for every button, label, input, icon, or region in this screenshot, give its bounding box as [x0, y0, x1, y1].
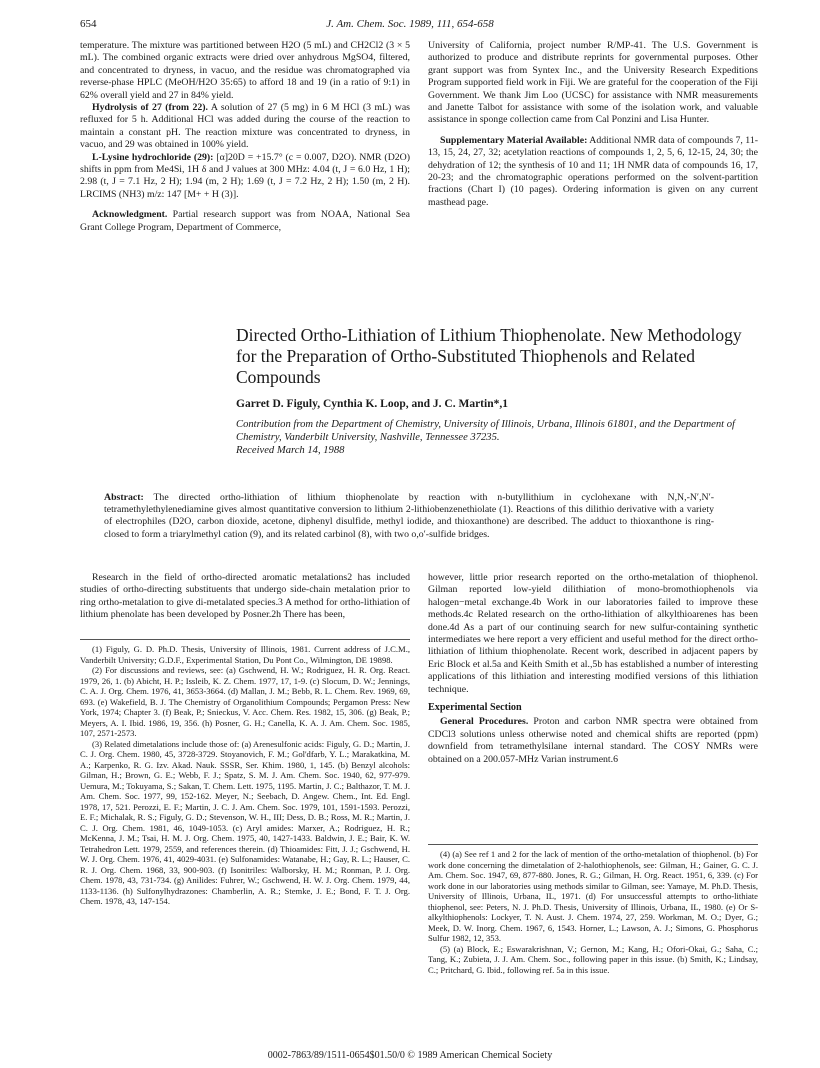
journal-header: J. Am. Chem. Soc. 1989, 111, 654-658 — [326, 18, 494, 30]
lysine-paragraph — [80, 152, 410, 202]
footnote-1: (1) Figuly, G. D. Ph.D. Thesis, University of Illinois, 1981. Current address of J.C.M., Vanderbilt University; G.D.F., Experimental Station, Du Pont Co., Wilmington, DE 19898. — [80, 644, 410, 665]
footnote-divider-left — [80, 639, 410, 640]
general-procedures-text: Proton and carbon NMR spectra were obtained from CDCl3 solutions unless otherwise noted and chemical shifts are reported (ppm) downfield from tetramethylsilane internal standard. The COSY NMRs were obtained on a 200.057-MHz Varian instrument.6 — [428, 716, 758, 765]
supp-heading: Supplementary Material Available: — [440, 134, 588, 146]
abstract-label: Abstract: — [104, 492, 144, 503]
page-footer: 0002-7863/89/1511-0654$01.50/0 © 1989 American Chemical Society — [267, 1050, 553, 1061]
affiliation-text: Contribution from the Department of Chemistry, University of Illinois, Urbana, Illinois 61801, and the Department of Chemistry, Vanderbilt University, Nashville, Tennessee 37235. — [236, 419, 735, 443]
abstract — [104, 492, 714, 541]
article-affiliation — [236, 418, 756, 457]
experimental-heading: Experimental Section — [428, 702, 522, 714]
footnotes-right — [428, 849, 758, 975]
ack-heading: Acknowledgment. — [92, 209, 168, 221]
footnote-2: (2) For discussions and reviews, see: (a) Gschwend, H. W.; Rodriguez, H. R. Org. React. 1979, 26, 1. (b) Abicht, H. P.; Issleib, K. Z. Chem. 1977, 17, 1-9. (c) Slocum, D. W.; Jennings, C. A. J. Org. Chem. 1976, 41, 3653-3664. (d) Mallan, J. M.; Bebb, R. L. Chem. Rev. 1969, 69, 693. (e) Wakefield, B. J. The Chemistry of Organolithium Compounds; Pergamon Press: New York, 1974; Chapter 3. (f) Beak, P.; Snieckus, V. Acc. Chem. Res. 1982, 15, 306. (g) Beak, P.; Meyers, A. I. Ibid. 1986, 19, 356. (h) Posner, G. H.; Canella, K. A. J. Am. Chem. Soc. 1985, 107, 2571-2573. — [80, 665, 410, 738]
acknowledgment-paragraph — [80, 209, 410, 234]
body-left-column — [80, 572, 410, 622]
prev-paragraph: temperature. The mixture was partitioned between H2O (5 mL) and CH2Cl2 (3 × 5 mL). The combined organic extracts were dried over anhydrous MgSO4, filtered, and concentrated to dryness, in vacuo, and the residue was chromatographed via reverse-phase HPLC (MeOH/H2O 35:65) to afford 18 and 19 (in a ratio of 9:1) in 62% overall yield and 27 in 84% yield. — [80, 40, 410, 101]
article-title: Directed Ortho-Lithiation of Lithium Thiophenolate. New Methodology for the Preparation of Ortho-Substituted Thiophenols and Related Compounds — [236, 325, 742, 387]
footnotes-left — [80, 644, 410, 907]
supp-text: Additional NMR data of compounds 7, 11-13, 15, 24, 27, 32; acetylation reactions of compounds 1, 2, 5, 6, 12-15, 24, 30; the dehydration of 12; the synthesis of 10 and 11; 1H NMR data of compounds 16, 17, 20-23; and the chromatographic operations performed on the solvent-partition fractions (Chart I) (10 pages). Ordering information is given on any current masthead page. — [428, 134, 758, 208]
page-number: 654 — [80, 18, 97, 30]
hydrolysis-paragraph — [80, 102, 410, 152]
article-authors: Garret D. Figuly, Cynthia K. Loop, and J. C. Martin*,1 — [236, 398, 508, 410]
general-procedures-paragraph — [428, 716, 758, 766]
abstract-text: The directed ortho-lithiation of lithium thiophenolate by reaction with n-butyllithium in cyclohexane with N,N,-N′,N′-tetramethylethylenediamine gives almost quantitative conversion to lithium 2-lithiobenzenethiolate (1). Reactions of this dilithio derivative with a variety of electrophiles (D2O, carbon dioxide, acetone, diphenyl disulfide, methyl iodide, and thioxanthone) are described. The adduct to thioxanthone is ring-closed to form a triarylmethyl cation (9), and its related carbinol (8), with two o,o′-sulfide bridges. — [104, 492, 714, 540]
footnote-3: (3) Related dimetalations include those of: (a) Arenesulfonic acids: Figuly, G. D.; Martin, J. C. J. Org. Chem. 1980, 45, 3728-3729. Stoyanovich, F. M.; Gol'dfarb, Y. L.; Marakatkina, M. A.; Karpenko, R. G. Izv. Akad. Nauk. SSSR, Ser. Khim. 1980, 1, 145. (b) Benzyl alcohols: Gilman, H.; Brown, G. E.; Webb, F. J.; Spatz, S. M. J. Am. Chem. Soc. 1940, 62, 977-979. Uemura, M.; Tokuyama, S.; Sakan, T. Chem. Lett. 1975, 1195. Martin, J. C.; Balthazor, T. M. J. Am. Chem. Soc. 1977, 99, 152-162. Meyer, N.; Seebach, D. Angew. Chem., Int. Ed. Engl. 1978, 17, 521. Perozzi, E. F.; Martin, J. C. J. Am. Chem. Soc. 1979, 101, 1591-1593. Perozzi, E. F.; Michalak, R. S.; Figuly, G. D.; Stevenson, W. H., III; Dess, D. B.; Ross, M. R.; Martin, J. C. J. Org. Chem. 1981, 46, 1049-1053. (c) Aryl amides: Marxer, A.; Rodriguez, H. R.; McKenna, J. M.; Tsai, H. M. J. Org. Chem. 1975, 40, 1427-1433. Baldwin, J. E.; Bair, K. W. Tetrahedron Lett. 1979, 2559, and references therein. (d) Thioamides: Fitt, J. J.; Gschwend, H. W. J. Org. Chem. 1976, 41, 4029-4031. (e) Sulfonamides: Watanabe, H.; Gay, R. L.; Hauser, C. R. J. Org. Chem. 1968, 33, 900-903. (f) Isonitriles: Walborsky, H. M.; Ronman, P. J. Org. Chem. 1978, 43, 731-734. (g) Anilides: Fuhrer, W.; Gschwend, H. W. J. Org. Chem. 1979, 44, 1133-1136. (h) Sulfonylhydrazones: Chamberlin, A. R.; Stemke, J. E.; Bond, F. T. J. Org. Chem. 1978, 43, 147-154. — [80, 738, 410, 906]
hydrolysis-text: A solution of 27 (5 mg) in 6 M HCl (3 mL) was refluxed for 5 h. Additional HCl was added during the course of the reaction to maintain a constant pH. The reaction mixture was concentrated to dryness, in vacuo, and 29 was obtained in 100% yield. — [80, 102, 410, 151]
lysine-text: [α]20D = +15.7° (c = 0.007, D2O). NMR (D2O) shifts in ppm from Me4Si, 1H δ and J values at 300 MHz: 4.04 (t, J = 6.0 Hz, 1 H); 2.98 (t, J = 7.1 Hz, 2 H); 1.94 (m, 2 H); 1.69 (t, J = 7.2 Hz, 2 H); 1.50 (m, 2 H). LRCIMS (NH3) m/z: 147 [M+ + H (3)]. — [80, 151, 411, 200]
intro-paragraph-right: however, little prior research reported on the ortho-metalation of thiophenol. Gilman reported low-yield dilithiation of mono-bromothiophenols via halogen−metal exchange.4b Work in our laboratories failed to improve these methods.4c Related research on the ortho-lithiation of alkylthioarenes has been done.4d As a part of our continuing search for new sulfur-containing synthetic intermediates we here report a very efficient and useful method for the direct ortho-lithiation of lithium thiophenolate. Recent work, described in adjacent papers by Eric Block et al.5a and Keith Smith et al.,5b has established a number of interesting applications of this lithiation and interesting modified versions of this lithiation technique. — [428, 572, 758, 695]
funding-paragraph: University of California, project number R/MP-41. The U.S. Government is authorized to produce and distribute reprints for governmental purposes. Other grant support was from Syntex Inc., and the University Research Expeditions Program supported field work in Fiji. We are grateful for the cooperation of the Fiji Government. We thank Jim Loo (UCSC) for assistance with NMR measurements and Janette Talbot for assistance with some of the isolation work, and valuable assistance in sponge collection came from Cal Ponzini and Lisa Hunter. — [428, 40, 758, 126]
ack-text: Partial research support was from NOAA, National Sea Grant College Program, Department of Commerce, — [80, 209, 410, 233]
footnote-divider-right — [428, 844, 758, 845]
supplementary-paragraph — [428, 135, 758, 209]
footnote-5: (5) (a) Block, E.; Eswarakrishnan, V.; Gernon, M.; Kang, H.; Ofori-Okai, G.; Saha, C.; Tang, K.; Zubieta, J. J. Am. Chem. Soc., following paper in this issue. (b) Smith, K.; Lindsay, C.; Pritchard, G. Ibid., following ref. 5a in this issue. — [428, 943, 758, 975]
lysine-heading: L-Lysine hydrochloride (29): — [92, 151, 214, 163]
hydrolysis-heading: Hydrolysis of 27 (from 22). — [92, 102, 208, 114]
received-date: Received March 14, 1988 — [236, 445, 345, 456]
body-right-column — [428, 572, 758, 766]
general-procedures-heading: General Procedures. — [440, 716, 529, 728]
footnote-4: (4) (a) See ref 1 and 2 for the lack of mention of the ortho-metalation of thiophenol. (b) For work done concerning the dimetalation of 2-halothiophenols, see: Gilman, H.; Gainer, G. C. J. Am. Chem. Soc. 1947, 69, 877-880. Jones, R. G.; Gilman, H. Org. React. 1951, 6, 339. (c) For work done in our laboratories using methods similar to Gilman, see: Yamaye, M. Ph.D. Thesis, University of Illinois, Urbana, IL, 1971. (d) For unsuccessful attempts to ortho-lithiate thiophenol, see: Peters, N. J. Ph.D. Thesis, University of Illinois, Urbana, IL, 1980. (e) Or S-alkylthiophenols: Lockyer, T. N. Aust. J. Chem. 1974, 27, 259. Workman, M. O.; Dyer, G.; Meek, D. W. Inorg. Chem. 1967, 6, 1543. Horner, L.; Lawson, A. J.; Simons, G. Phosphorus Sulfur 1982, 12, 353. — [428, 849, 758, 943]
intro-paragraph-left: Research in the field of ortho-directed aromatic metalations2 has included studies of ortho-directing substituents that undergo side-chain metalation prior to ring ortho-metalation to give di-metalated species.3 A method for ortho-lithiation of lithium phenolate has been developed by Posner.2h There has been, — [80, 572, 410, 621]
prev-article-left — [80, 40, 410, 234]
prev-article-right — [428, 40, 758, 209]
